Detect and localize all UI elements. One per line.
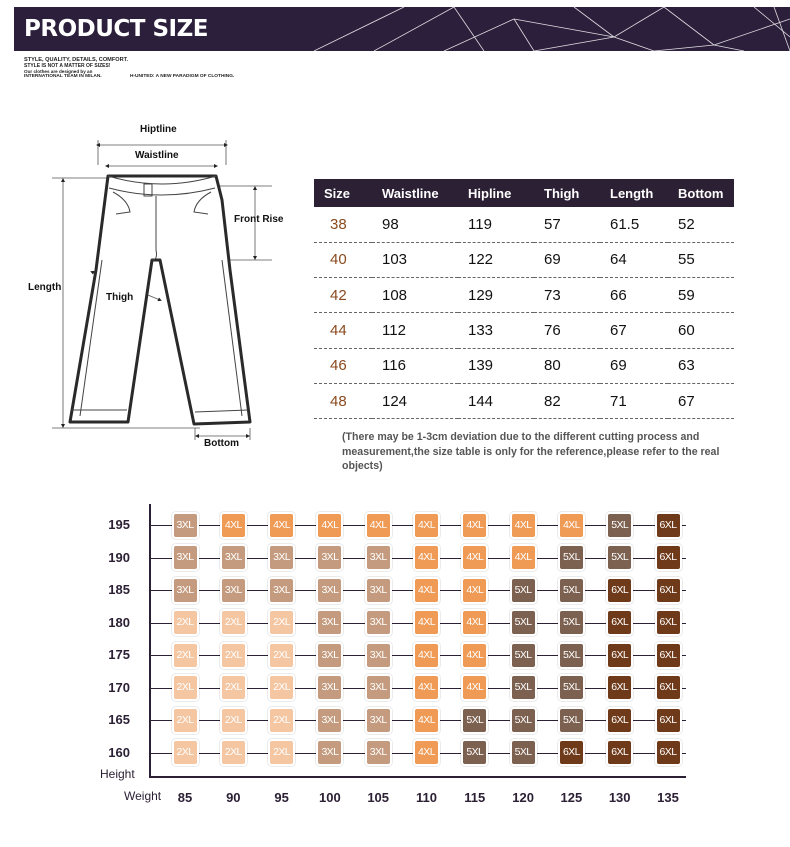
size-cell: 4XL xyxy=(268,512,295,539)
height-label: 170 xyxy=(108,679,130,695)
size-cell: 3XL xyxy=(220,577,247,604)
size-cell: 4XL xyxy=(413,544,440,571)
size-cell: 3XL xyxy=(365,544,392,571)
size-cell: 4XL xyxy=(510,512,537,539)
weight-label: 95 xyxy=(274,790,289,805)
size-cell: 5XL xyxy=(558,609,585,636)
measure-value: 112 xyxy=(372,313,458,348)
height-label: 195 xyxy=(108,517,130,532)
size-value: 38 xyxy=(314,207,372,242)
measure-value: 71 xyxy=(600,383,668,418)
measure-value: 124 xyxy=(372,383,458,418)
header-banner xyxy=(14,7,790,51)
size-cell: 6XL xyxy=(655,739,682,766)
measure-value: 64 xyxy=(600,242,668,277)
size-cell: 5XL xyxy=(510,674,537,701)
tagline-5: H-UNITED: A NEW PARADIGM OF CLOTHING. xyxy=(130,73,235,79)
size-cell: 2XL xyxy=(220,674,247,701)
size-cell: 2XL xyxy=(172,642,199,669)
height-label: 160 xyxy=(108,744,130,760)
size-cell: 4XL xyxy=(413,707,440,734)
weight-label: 90 xyxy=(226,790,241,805)
size-cell: 5XL xyxy=(510,642,537,669)
size-cell: 4XL xyxy=(461,674,488,701)
size-value: 48 xyxy=(314,383,372,418)
size-cell: 4XL xyxy=(461,512,488,539)
pants-diagram xyxy=(0,110,310,460)
height-label: 175 xyxy=(108,647,130,662)
height-label: 180 xyxy=(108,614,130,630)
size-cell: 5XL xyxy=(558,674,585,701)
size-cell: 2XL xyxy=(220,707,247,734)
size-cell: 3XL xyxy=(316,707,343,734)
size-cell: 6XL xyxy=(558,739,585,766)
size-cell: 3XL xyxy=(316,674,343,701)
measure-value: 67 xyxy=(668,383,734,418)
y-axis xyxy=(149,504,151,777)
size-row xyxy=(314,242,734,277)
size-cell: 5XL xyxy=(510,577,537,604)
size-cell: 5XL xyxy=(606,512,633,539)
size-cell: 6XL xyxy=(606,642,633,669)
size-row xyxy=(314,348,734,383)
size-cell: 5XL xyxy=(558,577,585,604)
measure-value: 129 xyxy=(458,278,534,313)
measure-value: 63 xyxy=(668,348,734,383)
size-cell: 6XL xyxy=(655,577,682,604)
measure-value: 144 xyxy=(458,383,534,418)
size-table xyxy=(314,179,734,419)
size-cell: 6XL xyxy=(606,609,633,636)
size-cell: 2XL xyxy=(268,609,295,636)
size-cell: 5XL xyxy=(461,707,488,734)
size-row xyxy=(314,383,734,418)
size-cell: 4XL xyxy=(413,577,440,604)
height-label: 165 xyxy=(108,712,130,727)
measure-value: 69 xyxy=(534,242,600,277)
size-cell: 3XL xyxy=(316,609,343,636)
size-row xyxy=(314,278,734,313)
size-cell: 6XL xyxy=(655,707,682,734)
size-cell: 5XL xyxy=(558,544,585,571)
size-cell: 3XL xyxy=(365,577,392,604)
measure-value: 139 xyxy=(458,348,534,383)
weight-label: 85 xyxy=(177,790,193,805)
size-cell: 4XL xyxy=(220,512,247,539)
measure-value: 66 xyxy=(600,278,668,313)
size-cell: 5XL xyxy=(510,739,537,766)
size-cell: 6XL xyxy=(606,707,633,734)
tagline-1: STYLE, QUALITY, DETAILS, COMFORT. xyxy=(24,57,129,63)
size-cell: 3XL xyxy=(316,544,343,571)
size-value: 40 xyxy=(314,242,372,277)
size-cell: 2XL xyxy=(172,707,199,734)
size-cell: 2XL xyxy=(268,642,295,669)
size-cell: 3XL xyxy=(316,739,343,766)
size-cell: 2XL xyxy=(172,739,199,766)
size-value: 44 xyxy=(314,313,372,348)
size-cell: 3XL xyxy=(268,577,295,604)
weight-label: 130 xyxy=(608,790,631,805)
tagline-4: INTERNATIONAL TEAM IN MILAN. xyxy=(24,73,102,79)
measure-value: 119 xyxy=(458,207,534,242)
size-cell: 2XL xyxy=(268,674,295,701)
col-length: Length xyxy=(600,179,668,207)
size-cell: 3XL xyxy=(172,577,199,604)
size-cell: 5XL xyxy=(510,707,537,734)
size-row xyxy=(314,313,734,348)
measure-value: 133 xyxy=(458,313,534,348)
size-table-header xyxy=(314,179,734,207)
measure-value: 80 xyxy=(534,348,600,383)
measure-value: 82 xyxy=(534,383,600,418)
size-cell: 4XL xyxy=(413,674,440,701)
size-value: 42 xyxy=(314,278,372,313)
size-cell: 2XL xyxy=(220,609,247,636)
size-cell: 4XL xyxy=(461,609,488,636)
weight-label: 115 xyxy=(464,790,486,805)
y-axis-label: Height xyxy=(100,767,135,781)
weight-label: 100 xyxy=(319,790,341,805)
size-cell: 6XL xyxy=(606,739,633,766)
size-cell: 4XL xyxy=(413,739,440,766)
tagline-3: Our clothes are designed by an xyxy=(24,68,93,74)
waistline-label: Waistline xyxy=(135,150,179,161)
size-cell: 4XL xyxy=(461,642,488,669)
size-cell: 6XL xyxy=(655,512,682,539)
height-label: 185 xyxy=(108,582,130,597)
size-cell: 4XL xyxy=(413,512,440,539)
size-cell: 6XL xyxy=(655,674,682,701)
page-title: PRODUCT SIZE xyxy=(24,16,208,42)
size-cell: 3XL xyxy=(365,674,392,701)
weight-label: 110 xyxy=(416,790,437,805)
weight-label: 105 xyxy=(367,790,390,805)
size-cell: 5XL xyxy=(510,609,537,636)
col-thigh: Thigh xyxy=(534,179,600,207)
col-waistline: Waistline xyxy=(372,179,458,207)
measure-value: 60 xyxy=(668,313,734,348)
size-cell: 4XL xyxy=(461,577,488,604)
size-cell: 2XL xyxy=(268,739,295,766)
size-cell: 3XL xyxy=(268,544,295,571)
size-cell: 3XL xyxy=(316,577,343,604)
size-cell: 4XL xyxy=(365,512,392,539)
size-cell: 3XL xyxy=(365,739,392,766)
size-cell: 2XL xyxy=(220,642,247,669)
size-cell: 3XL xyxy=(220,544,247,571)
measure-value: 122 xyxy=(458,242,534,277)
col-bottom: Bottom xyxy=(668,179,734,207)
size-cell: 6XL xyxy=(655,609,682,636)
bottom-label: Bottom xyxy=(204,438,239,449)
measure-value: 73 xyxy=(534,278,600,313)
thigh-label: Thigh xyxy=(106,292,134,303)
size-cell: 4XL xyxy=(558,512,585,539)
size-cell: 6XL xyxy=(606,577,633,604)
size-cell: 5XL xyxy=(606,544,633,571)
size-cell: 4XL xyxy=(413,642,440,669)
length-label: Length xyxy=(28,282,62,293)
size-cell: 3XL xyxy=(172,512,199,539)
measure-value: 108 xyxy=(372,278,458,313)
col-hipline: Hipline xyxy=(458,179,534,207)
size-cell: 2XL xyxy=(268,707,295,734)
measure-value: 76 xyxy=(534,313,600,348)
measure-value: 61.5 xyxy=(600,207,668,242)
measure-value: 59 xyxy=(668,278,734,313)
size-value: 46 xyxy=(314,348,372,383)
size-cell: 2XL xyxy=(172,609,199,636)
height-weight-chart xyxy=(0,500,790,820)
size-cell: 3XL xyxy=(365,642,392,669)
size-row xyxy=(314,207,734,242)
size-cell: 3XL xyxy=(365,609,392,636)
measure-value: 69 xyxy=(600,348,668,383)
size-cell: 2XL xyxy=(172,674,199,701)
size-cell: 6XL xyxy=(606,674,633,701)
measure-value: 52 xyxy=(668,207,734,242)
size-cell: 3XL xyxy=(172,544,199,571)
height-label: 190 xyxy=(108,549,130,565)
hipline-label: Hiptline xyxy=(140,124,177,135)
size-cell: 4XL xyxy=(510,544,537,571)
size-cell: 2XL xyxy=(220,739,247,766)
size-cell: 4XL xyxy=(316,512,343,539)
size-cell: 3XL xyxy=(316,642,343,669)
size-cell: 6XL xyxy=(655,642,682,669)
measure-value: 55 xyxy=(668,242,734,277)
weight-label: 135 xyxy=(657,790,679,805)
size-cell: 6XL xyxy=(655,544,682,571)
tagline-2: STYLE IS NOT A MATTER OF SIZES! xyxy=(24,63,111,69)
measure-value: 116 xyxy=(372,348,458,383)
x-axis-label: Weight xyxy=(124,789,162,803)
size-cell: 4XL xyxy=(413,609,440,636)
deviation-note: (There may be 1-3cm deviation due to the different cutting process and measurement,the size table is only for the reference,please refer to the real objects) xyxy=(342,431,720,472)
x-axis xyxy=(149,776,686,778)
size-cell: 5XL xyxy=(558,642,585,669)
size-cell: 5XL xyxy=(461,739,488,766)
measure-value: 67 xyxy=(600,313,668,348)
weight-label: 120 xyxy=(512,790,534,805)
weight-label: 125 xyxy=(560,790,583,805)
size-cell: 3XL xyxy=(365,707,392,734)
front-rise-label: Front Rise xyxy=(234,214,284,225)
measure-value: 98 xyxy=(372,207,458,242)
measure-value: 103 xyxy=(372,242,458,277)
col-size: Size xyxy=(314,179,372,207)
size-cell: 5XL xyxy=(558,707,585,734)
measure-value: 57 xyxy=(534,207,600,242)
size-cell: 4XL xyxy=(461,544,488,571)
